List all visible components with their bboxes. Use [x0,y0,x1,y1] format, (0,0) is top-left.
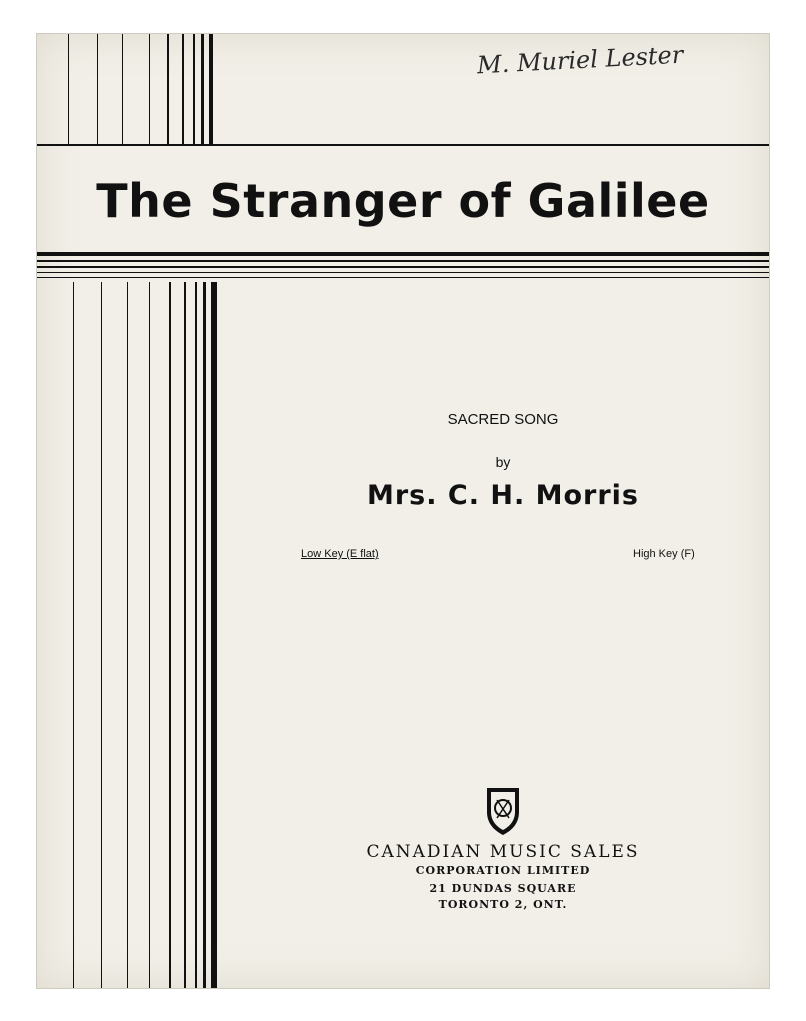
sheet-music-cover [36,33,770,989]
publisher-corporation: CORPORATION LIMITED [415,864,591,877]
publisher-city: TORONTO 2, ONT. [438,898,568,911]
publisher-name: CANADIAN MUSIC SALES [366,842,640,862]
high-key-label: High Key (F) [633,548,695,560]
song-title: The Stranger of Galilee [96,174,710,228]
low-key-label: Low Key (E flat) [301,548,379,560]
handwritten-signature: M. Muriel Lester [476,40,684,80]
publisher-shield-icon [485,786,521,836]
by-label: by [495,454,511,470]
composer-name: Mrs. C. H. Morris [366,480,639,511]
genre-label: SACRED SONG [447,411,559,428]
publisher-address: 21 DUNDAS SQUARE [429,882,577,895]
